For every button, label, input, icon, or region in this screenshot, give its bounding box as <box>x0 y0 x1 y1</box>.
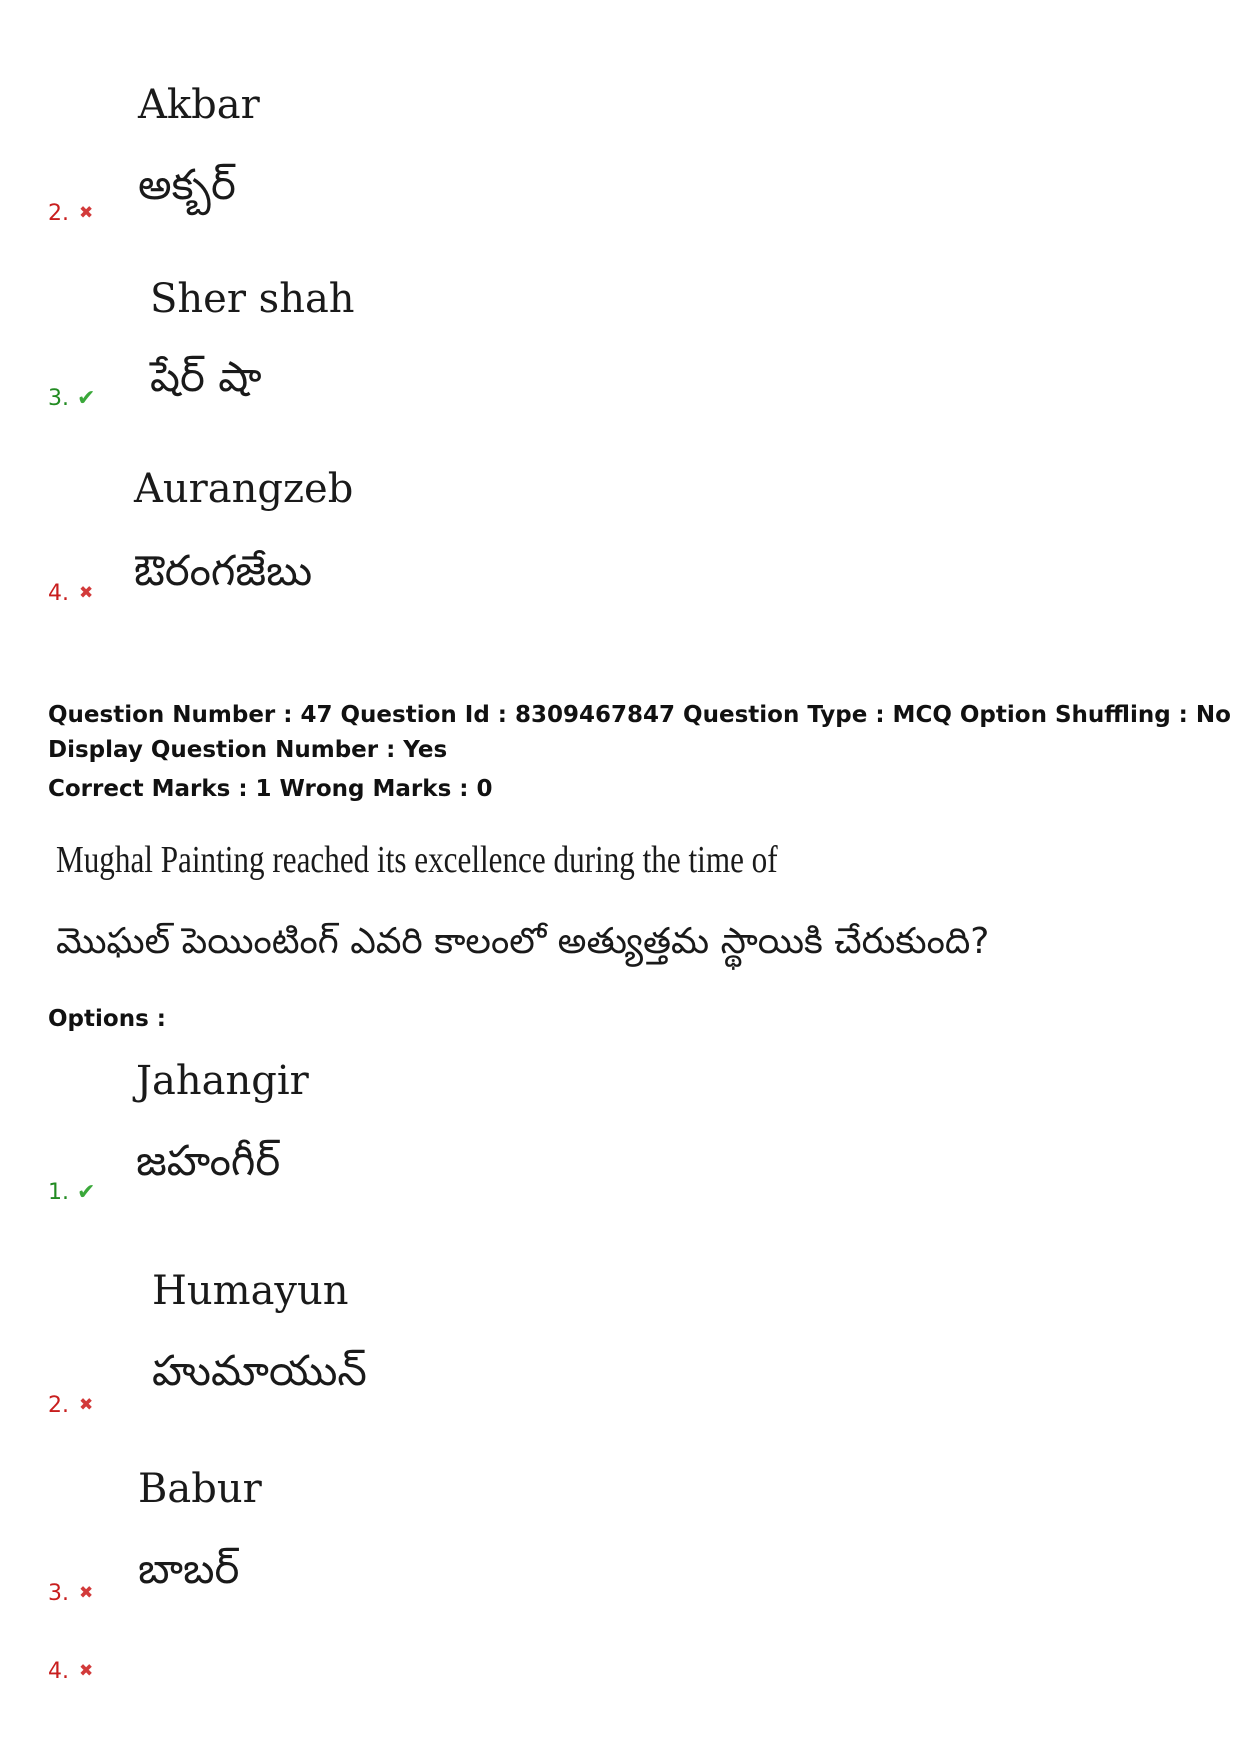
option-telugu-text: షేర్ షా <box>150 352 262 401</box>
option-english-text: Aurangzeb <box>134 466 354 512</box>
option-number: 3. ✔ <box>48 386 96 411</box>
options-label: Options : <box>48 1006 166 1032</box>
option-telugu-text: అక్బర్ <box>138 160 236 209</box>
option-english-text: Babur <box>138 1466 262 1512</box>
wrong-mark-icon: ✖ <box>79 1583 94 1603</box>
wrong-mark-icon: ✖ <box>79 1395 94 1415</box>
option-english-text: Humayun <box>152 1268 349 1314</box>
marks-line: Correct Marks : 1 Wrong Marks : 0 <box>48 776 493 802</box>
option-telugu-text: జహంగీర్ <box>136 1136 281 1185</box>
wrong-mark-icon: ✖ <box>79 203 94 223</box>
option-number: 3. ✖ <box>48 1581 94 1606</box>
correct-mark-icon: ✔ <box>77 386 96 411</box>
option-telugu-text: బాబర్ <box>138 1544 240 1593</box>
wrong-mark-icon: ✖ <box>79 1661 94 1681</box>
option-english-text: Akbar <box>138 82 260 128</box>
option-english-text: Sher shah <box>150 276 355 322</box>
option-number: 2. ✖ <box>48 201 94 226</box>
correct-mark-icon: ✔ <box>77 1180 96 1205</box>
option-number: 4. ✖ <box>48 1659 94 1684</box>
question-meta-line: Question Number : 47 Question Id : 8309467847 Question Type : MCQ Option Shuffling : No <box>48 702 1231 728</box>
option-telugu-text: హుమాయున్ <box>152 1346 367 1395</box>
option-number: 2. ✖ <box>48 1393 94 1418</box>
display-question-number: Display Question Number : Yes <box>48 737 448 763</box>
option-english-text: Jahangir <box>136 1058 309 1104</box>
option-number: 4. ✖ <box>48 581 94 606</box>
option-telugu-text: ఔరంగజేబు <box>134 546 313 595</box>
question-text-telugu: మొఘల్ పెయింటింగ్ ఎవరి కాలంలో అత్యుత్తమ స్థాయికి చేరుకుంది? <box>56 921 990 962</box>
option-number: 1. ✔ <box>48 1180 96 1205</box>
question-text-english: Mughal Painting reached its excellence during the time of <box>56 839 778 881</box>
wrong-mark-icon: ✖ <box>79 583 94 603</box>
